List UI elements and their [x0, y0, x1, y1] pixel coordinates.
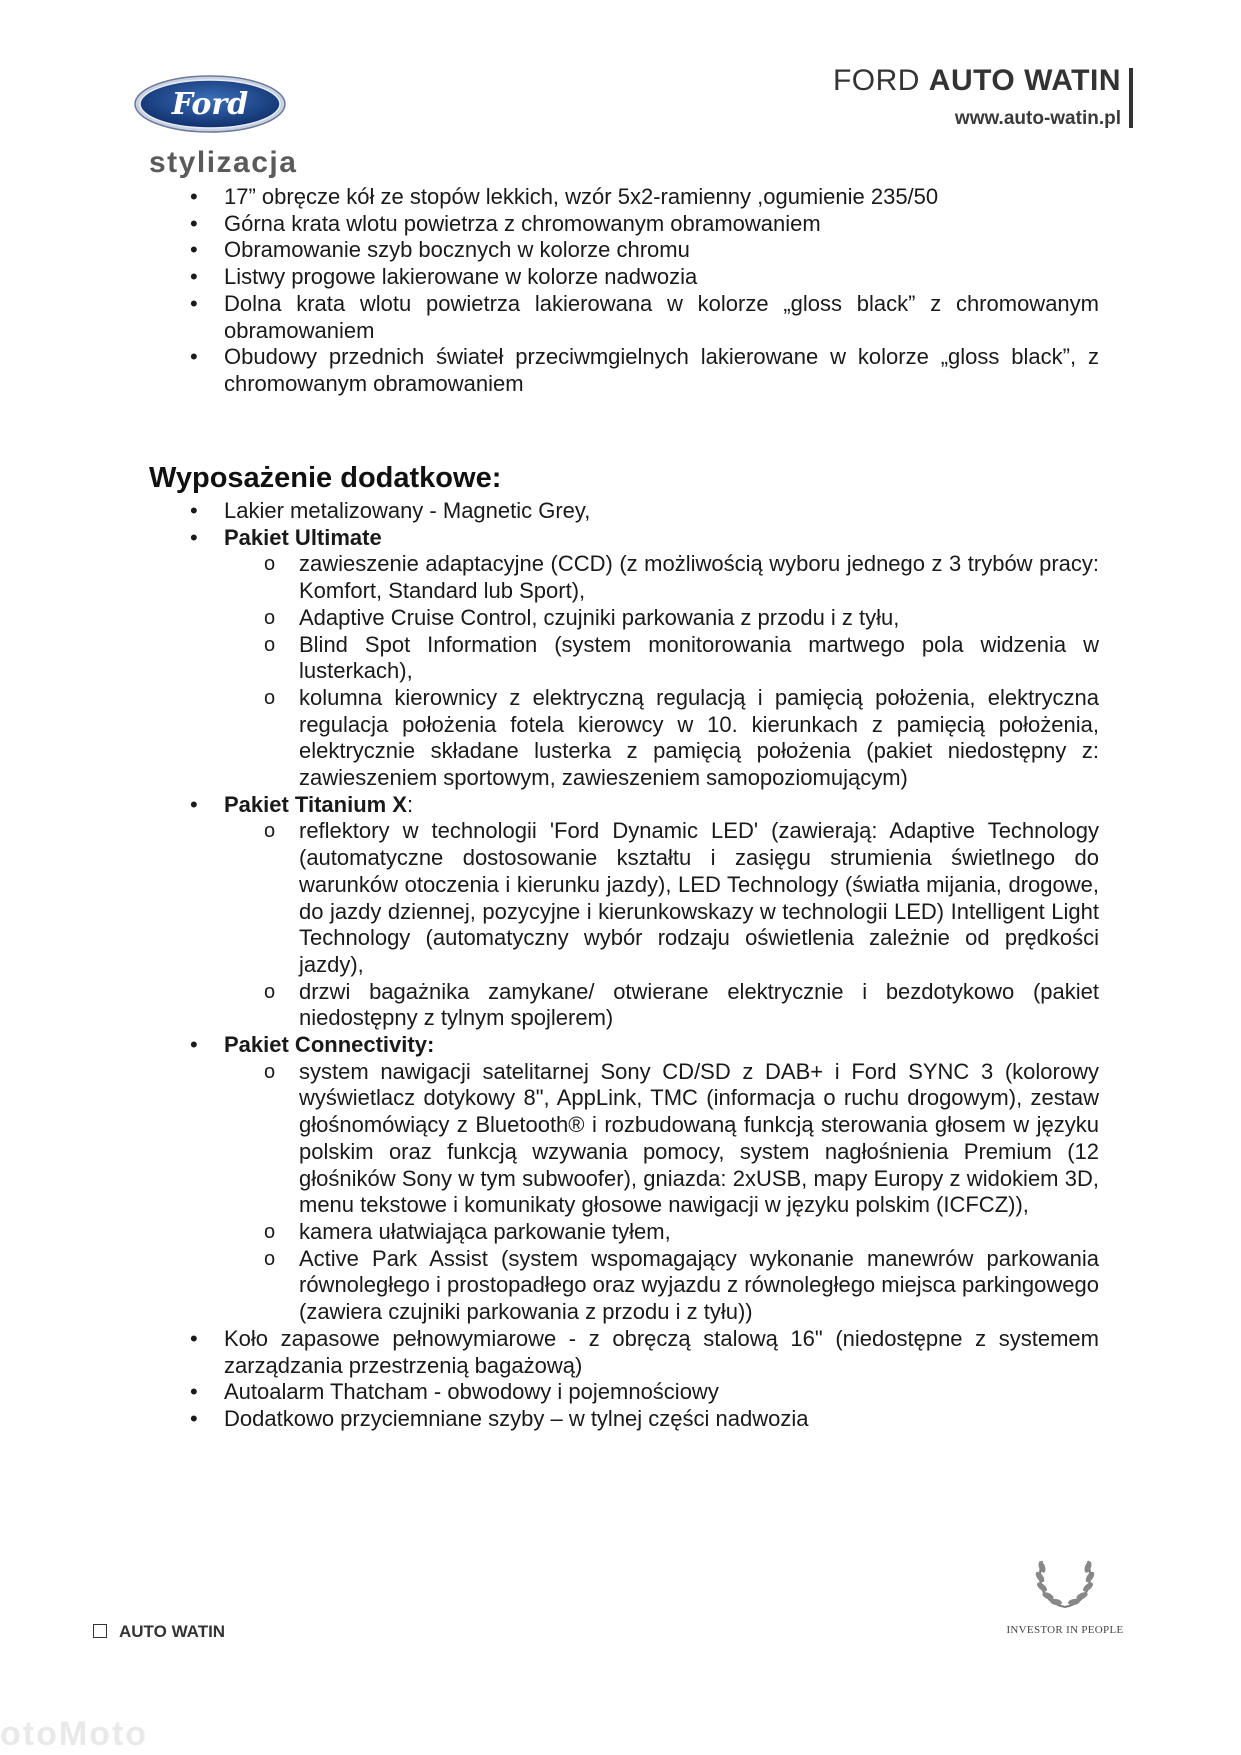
- extras-item-paint: • Lakier metalizowany - Magnetic Grey,: [149, 498, 1099, 525]
- sub-item: o system nawigacji satelitarnej Sony CD/SD z DAB+ i Ford SYNC 3 (kolorowy wyświetlacz dotykowy 8", AppLink, TMC (informacja o ruchu drogowym), zestaw głośnomówiący z Bluetooth® i rozbudowaną funkcją sterowania głosem w języku polskim oraz funkcją wzywania pomocy, system nagłośnienia Premium (12 głośników Sony w tym subwoofer), gniazda: 2xUSB, mapy Europy z widokiem 3D, menu tekstowe i komunikaty głosowe nawigacji w języku polskim (ICFCZ)),: [224, 1059, 1099, 1219]
- ford-logo-text: Ford: [171, 87, 249, 122]
- sub-item: o kolumna kierownicy z elektryczną regulacją i pamięcią położenia, elektryczna regulacja położenia fotela kierowcy w 10. kierunkach z pamięcią położenia, elektrycznie składane lusterka z pamięcią położenia (pakiet niedostępny z: zawieszeniem sportowym, zawieszeniem samopoziomującym): [224, 685, 1099, 792]
- sub-item: o Adaptive Cruise Control, czujniki parkowania z przodu i z tyłu,: [224, 605, 1099, 632]
- section-title-stylizacja: stylizacja: [149, 146, 298, 179]
- dealer-brand: [833, 64, 1121, 130]
- extras-item-alarm: • Autoalarm Thatcham - obwodowy i pojemnościowy: [149, 1379, 1099, 1406]
- extras-item-connectivity: [149, 1032, 1099, 1326]
- watermark: otoMoto: [0, 1715, 149, 1753]
- styling-item: • 17” obręcze kół ze stopów lekkich, wzór 5x2-ramienny ,ogumienie 235/50: [149, 184, 1099, 211]
- laurel-wreath-icon: [1030, 1545, 1100, 1615]
- sub-item: o kamera ułatwiająca parkowanie tyłem,: [224, 1219, 1099, 1246]
- titanium-sublist: [224, 818, 1099, 1032]
- extras-heading: Wyposażenie dodatkowe:: [149, 462, 502, 494]
- styling-section: [149, 184, 1099, 398]
- connectivity-sublist: [224, 1059, 1099, 1326]
- extras-item-titanium: • Pakiet Titanium X: o reflektory w technologii 'Ford Dynamic LED' (zawierają: Adaptive Technology (automatyczne dostosowanie kształtu i zasięgu strumienia świetlnego do warunków otoczenia i kierunku jazdy), LED Technology (światła mijania, drogowe, do jazdy dziennej, pozycyjne i kierunkowskazy w technologii LED) Intelligent Light Technology (automatyczny wybór rodzaju oświetlenia zależnie od prędkości jazdy), o drzwi bagażnika zamykane/ otwierane elektrycznie i bezdotykowo (pakiet niedostępny z tylnym spojlerem): [149, 792, 1099, 1032]
- package-label: Pakiet Titanium X: [224, 791, 407, 817]
- styling-item: • Górna krata wlotu powietrza z chromowanym obramowaniem: [149, 211, 1099, 238]
- extras-list: [149, 498, 1099, 1433]
- extras-section: [149, 498, 1099, 1433]
- checkbox-square-icon: [93, 1624, 107, 1638]
- dealer-url: www.auto-watin.pl: [954, 108, 1121, 129]
- ford-logo: [133, 74, 287, 134]
- styling-item: • Obudowy przednich świateł przeciwmgielnych lakierowane w kolorze „gloss black”, z chromowanym obramowaniem: [149, 344, 1099, 397]
- footer-brand: AUTO WATIN: [93, 1622, 225, 1642]
- investor-in-people-badge: [1005, 1545, 1125, 1636]
- styling-item: • Listwy progowe lakierowane w kolorze nadwozia: [149, 264, 1099, 291]
- sub-item: o Active Park Assist (system wspomagający wykonanie manewrów parkowania równoległego i prostopadłego oraz wyjazdu z równoległego miejsca parkingowego (zawiera czujniki parkowania z przodu i z tyłu)): [224, 1246, 1099, 1326]
- sub-item: o drzwi bagażnika zamykane/ otwierane elektrycznie i bezdotykowo (pakiet niedostępny z tylnym spojlerem): [224, 979, 1099, 1032]
- package-label: Pakiet Connectivity:: [224, 1032, 435, 1058]
- styling-list: [149, 184, 1099, 398]
- investor-in-people-label: INVESTOR IN PEOPLE: [1006, 1624, 1124, 1636]
- sub-item: o Blind Spot Information (system monitorowania martwego pola widzenia w lusterkach),: [224, 632, 1099, 685]
- extras-item-ultimate: [149, 525, 1099, 792]
- sub-item: o zawieszenie adaptacyjne (CCD) (z możliwością wyboru jednego z 3 trybów pracy: Komfort, Standard lub Sport),: [224, 551, 1099, 604]
- package-label: Pakiet Ultimate: [224, 524, 382, 550]
- styling-item: • Dolna krata wlotu powietrza lakierowana w kolorze „gloss black” z chromowanym obramowaniem: [149, 291, 1099, 344]
- styling-item: • Obramowanie szyb bocznych w kolorze chromu: [149, 237, 1099, 264]
- ultimate-sublist: [224, 551, 1099, 791]
- header-divider: [1129, 68, 1133, 128]
- sub-item: o reflektory w technologii 'Ford Dynamic LED' (zawierają: Adaptive Technology (automatyczne dostosowanie kształtu i zasięgu strumienia świetlnego do warunków otoczenia i kierunku jazdy), LED Technology (światła mijania, drogowe, do jazdy dziennej, pozycyjne i kierunkowskazy w technologii LED) Intelligent Light Technology (automatyczny wybór rodzaju oświetlenia zależnie od prędkości jazdy),: [224, 818, 1099, 978]
- extras-item-spare-wheel: • Koło zapasowe pełnowymiarowe - z obręczą stalową 16" (niedostępne z systemem zarządzania przestrzenią bagażową): [149, 1326, 1099, 1379]
- extras-item-tint: • Dodatkowo przyciemniane szyby – w tylnej części nadwozia: [149, 1406, 1099, 1433]
- dealer-name: FORD AUTO WATIN: [832, 64, 1121, 97]
